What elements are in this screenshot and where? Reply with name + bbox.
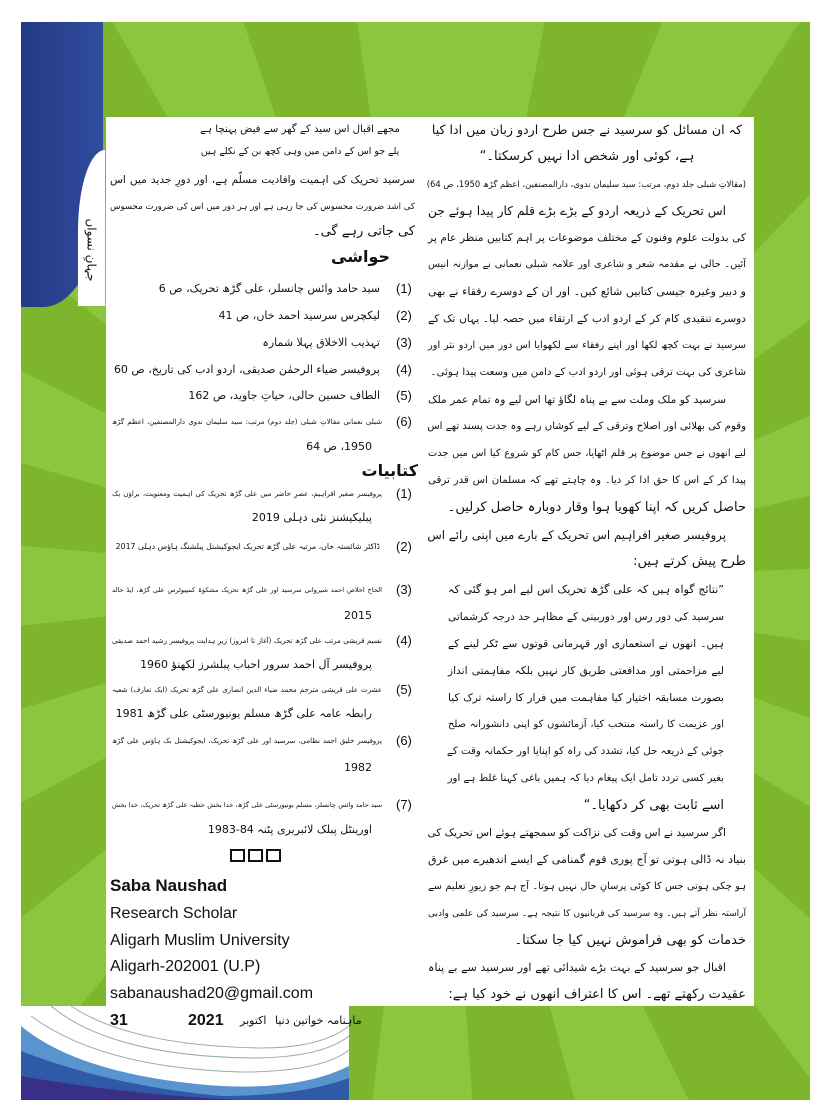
body-text-line: بغیر کسی تردد تامل ایک پیغام دیا کہ ہمیں باغی کہنا غلط ہے اور (447, 772, 724, 784)
section-tab-text: جہانِ نسواں (85, 218, 99, 282)
author-address: Aligarh-202001 (U.P) (110, 958, 261, 975)
body-text-line: اسے ثابت بھی کر دکھایا۔“ (583, 797, 724, 813)
body-text-line: سرسید نے بہت کچھ لکھا اور اپنے رفقاء سے لکھوایا اس دور میں اردو نثر اور (428, 340, 746, 352)
bibliography-entry-text-continued: پبلیکیشنز نئی دہلی 2019 (251, 511, 372, 524)
footnote-text: شبلی نعمانی مقالاتِ شبلی (جلد دوم) مرتب: سید سلیمان ندوی دارالمصنفین، اعظم گڑھ (112, 418, 382, 426)
body-text-line: کی جاتی رہے گی۔ (312, 224, 415, 239)
bibliography-entry-text-continued: اورینٹل پبلک لائبریری پٹنہ 84-1983 (207, 823, 372, 836)
author-name: Saba Naushad (110, 876, 228, 895)
body-text-line: عقیدت رکھتے تھے۔ اس کا اعتراف انھوں نے خود کیا ہے: (448, 986, 746, 1002)
footnotes-heading: حواشی (331, 247, 390, 266)
body-text-line: وقوم کی بھلائی اور اصلاح وترقی کے لیے کوشاں رہے وہ جدت پسند تھے اس (427, 421, 746, 433)
poem-line: پلے جو اس کے دامن میں وہی کچھ بن کے نکلے ہیں (200, 146, 400, 157)
body-text-line: اور عزیمت کا راستہ منتخب کیا، آزمائشوں کو اپنی دانشورانہ صلح (448, 718, 724, 730)
footnote-text: الطاف حسین حالی، حیاتِ جاوید، ص 162 (188, 389, 380, 402)
body-text-line: آئیں۔ حالی نے مقدمہ شعر و شاعری اور علامہ شبلی نعمانی نے موازنہ انیس (428, 259, 746, 271)
body-text-line: آراستہ نظر آتے ہیں۔ وہ سرسید کی قربانیوں کا نتیجہ ہے۔ سرسید کی علمی وادبی (428, 908, 746, 919)
issue-month: اکتوبر (240, 1014, 267, 1027)
body-text-line: طرح پیش کرتے ہیں: (633, 554, 746, 570)
body-text-line: کی اشد ضرورت محسوس کی جا رہی ہے اور ہر دور میں اس کی ضرورت محسوس (110, 202, 415, 212)
footnote-number: (3) (396, 335, 412, 350)
body-text-line: حاصل کریں کہ اپنا کھویا ہوا وقار دوبارہ حاصل کرلیں۔ (447, 500, 746, 516)
body-text-line: بصورت مسابقہ اختیار کیا مفاہمت میں فرار کا راستہ ترک کیا (448, 691, 724, 704)
body-text-line: ”نتائج گواہ ہیں کہ علی گڑھ تحریک اس لیے امر ہو گئی کہ (448, 582, 724, 596)
footnote-text: تہذیب الاخلاق پہلا شمارہ (262, 336, 380, 349)
bibliography-entry-number: (5) (396, 682, 412, 697)
footnote-text-continued: 1950، ص 64 (306, 440, 372, 453)
bibliography-entry-text-continued: 1982 (344, 761, 372, 774)
footnote-number: (1) (396, 281, 412, 296)
author-email[interactable]: sabanaushad20@gmail.com (110, 985, 314, 1002)
poem-line: مجھے اقبال اس سید کے گھر سے فیض پہنچا ہے (200, 124, 400, 135)
body-text-line: (مقالاتِ شبلی جلد دوم، مرتب: سید سلیمان ندوی، دارالمصنفین، اعظم گڑھ 1950، ص 64) (426, 179, 746, 190)
body-text-line: اگر سرسید نے اس وقت کی نزاکت کو سمجھتے ہوئے اس تحریک کی (427, 826, 726, 839)
body-text-line: سرسید تحریک کی اہمیت وافادیت مسلّم ہے، اور دورِ جدید میں اس (110, 174, 415, 186)
body-text-line: بنیاد نہ ڈالی ہوتی تو آج پوری قوم گمنامی کے ایسے اندھیرے میں غرق (428, 852, 746, 866)
bibliography-entry-text: پروفیسر صغیر افراہیم، عصرِ حاضر میں علی گڑھ تحریک کی اہمیت ومعنویت، براؤن بک (112, 490, 382, 498)
footnote-text: پروفیسر ضیاء الرحمٰن صدیقی، اردو ادب کی تاریخ، ص 60 (113, 363, 380, 376)
body-text-line: ہو چکی ہوتی جس کا کوئی پرسانِ حال نہیں ہوتا۔ آج ہم جو زیورِ تعلیم سے (428, 880, 746, 892)
body-text-line: ہیں۔ انھوں نے استعماری اور قہرمانی قوتوں سے ٹکر لینے کے (448, 637, 724, 650)
body-text-line: خدمات کو بھی فراموش نہیں کیا جا سکتا۔ (514, 932, 746, 948)
body-text-line: جوئی کے ذریعہ حل کیا، تشدد کی راہ کو اپنایا اور حکمانہ وقت کے (446, 745, 724, 757)
bibliography-entry-text: عشرت علی قریشی مترجم محمد ضیاء الدین انصاری علی گڑھ تحریک (ایک تعارف) شعبہ (112, 686, 382, 694)
body-text-line: شاعری کی بہت ترقی ہوئی اور اردو ادب کے دامن میں وسعت پیدا ہوئی۔ (430, 367, 746, 379)
body-text-line: اقبال جو سرسید کے بہت بڑے شیدائی تھے اور سرسید سے بے پناہ (428, 960, 726, 974)
body-text-line: اس تحریک کے ذریعہ اردو کے بڑے بڑے قلم کار پیدا ہوئے جن (428, 204, 726, 219)
bibliography-entry-number: (4) (396, 633, 412, 648)
bibliography-entry-number: (6) (396, 733, 412, 748)
bibliography-entry-number: (3) (396, 582, 412, 597)
body-text-line: لیے انھوں نے جس موضوع پر قلم اٹھایا، جس کام کو شروع کیا اس میں جدت (428, 448, 746, 460)
body-text-line: و دبیر وغیرہ جیسی کتابیں شائع کیں۔ اور ان کے دوسرے رفقاء نے بھی (428, 285, 746, 299)
body-text-line: دوسرے تنقیدی کام کر کے اردو ادب کے ارتقاء میں حصہ لیا۔ یہاں تک کے (428, 313, 746, 326)
body-text-line: سرسید کی دور رس اور دوربینی کے مظاہر حد درجہ کرشماتی (448, 610, 724, 623)
bibliography-entry-number: (2) (396, 539, 412, 554)
footnote-number: (6) (396, 414, 412, 429)
bibliography-entry-text-continued: 2015 (344, 609, 372, 622)
body-text-line: پیدا کر کے اس کا حق ادا کر دیا۔ وہ چاہتے تھے کہ مسلمان اس قدر ترقی (428, 475, 746, 487)
footnote-number: (2) (396, 308, 412, 323)
page-number: 31 (110, 1012, 128, 1029)
bibliography-entry-text: الحاج اخلاص احمد شیروانی سرسید اور علی گڑھ تحریک مشکوٰۃ کمپیوٹرس علی گڑھ، ایڈ خالد (112, 586, 382, 594)
body-text-line: لیے مزاحمتی اور مدافعتی طریق کار نہیں بلکہ مفاہمتی انداز (448, 664, 724, 677)
bibliography-entry-number: (7) (396, 797, 412, 812)
body-text-line: کی بدولت علوم وفنون کے مختلف موضوعات پر اہم کتابیں منظر عام پر (428, 232, 746, 245)
footnote-number: (5) (396, 388, 412, 403)
author-title: Research Scholar (110, 905, 238, 922)
bibliography-heading: کتابیات (361, 461, 418, 480)
bibliography-entry-text: سید حامد وائس چانسلر، مسلم یونیورسٹی علی گڑھ، خدا بخش خطبہ علی گڑھ تحریک، خدا بخش (112, 801, 382, 809)
footnote-number: (4) (396, 362, 412, 377)
section-end-mark (230, 849, 281, 862)
bibliography-entry-text: ڈاکٹر شائستہ خاں، مرتبہ علی گڑھ تحریک ایجوکیشنل پبلشنگ ہاؤس دہلی 2017 (115, 542, 380, 551)
footnote-text: سید حامد وائس چانسلر، علی گڑھ تحریک، ص 6 (158, 282, 380, 295)
body-text-line: ہے، کوئی اور شخص ادا نہیں کرسکتا۔“ (479, 149, 695, 165)
footnote-text: لیکچرس سرسید احمد خاں، ص 41 (218, 309, 380, 322)
bibliography-entry-text-continued: رابطہ عامہ علی گڑھ مسلم یونیورسٹی علی گڑھ 1981 (115, 707, 372, 720)
bibliography-entry-text-continued: پروفیسر آل احمد سرور احباب پبلشرز لکھنؤ 1960 (140, 658, 372, 671)
bibliography-entry-text: نسیم قریشی مرتب علی گڑھ تحریک (آغاز تا امروز) زیرِ ہدایت پروفیسر رشید احمد صدیقی (112, 637, 382, 645)
bibliography-entry-text: پروفیسر خلیق احمد نظامی، سرسید اور علی گڑھ تحریک، ایجوکیشنل بک ہاؤس علی گڑھ (112, 737, 382, 745)
body-text-line: سرسید کو ملک وملت سے بے پناہ لگاؤ تھا اس لیے وہ تمام عمر ملک (428, 394, 726, 407)
author-university: Aligarh Muslim University (110, 932, 290, 949)
body-text-line: پروفیسر صغیر افراہیم اس تحریک کے بارے میں اپنی رائے اس (427, 528, 726, 543)
section-tab-label (80, 200, 104, 300)
magazine-name: ماہنامہ خواتین دنیا (275, 1014, 362, 1027)
body-text-line: کہ ان مسائل کو سرسید نے جس طرح اردو زبان میں ادا کیا (431, 122, 743, 137)
issue-year: 2021 (188, 1012, 224, 1029)
bibliography-entry-number: (1) (396, 486, 412, 501)
